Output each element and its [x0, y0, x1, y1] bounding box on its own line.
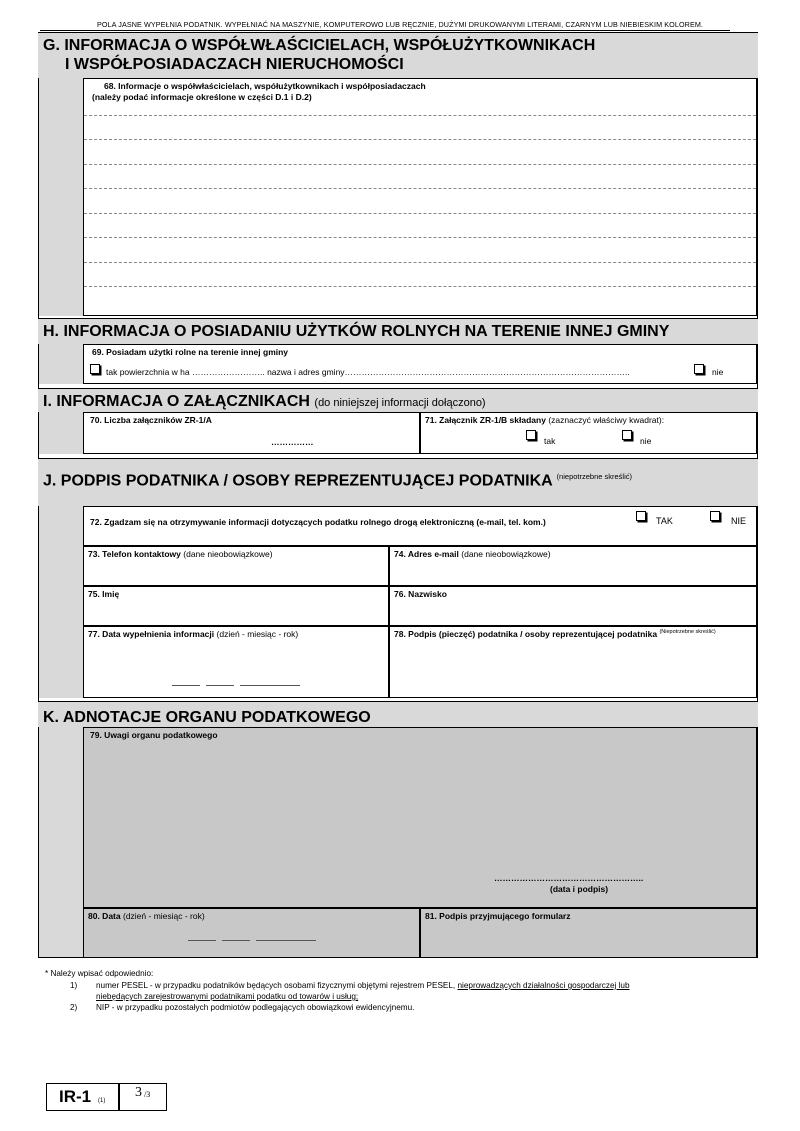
field-72-label: 72. Zgadzam się na otrzymywanie informacji dotyczących podatku rolnego drogą elektroniczną (e-mail, tel. kom.) [90, 517, 546, 527]
field-78-signature[interactable] [389, 626, 757, 698]
field-69-other-municipality [83, 344, 757, 384]
field-75-label: 75. Imię [88, 589, 120, 599]
field-81-label: 81. Podpis przyjmującego formularz [425, 911, 571, 921]
field-76-last-name[interactable] [389, 586, 757, 626]
input-line [84, 237, 756, 238]
field-79-sign-label: (data i podpis) [550, 884, 609, 894]
checkbox-72-nie[interactable] [710, 511, 720, 521]
section-i-title: I. INFORMACJA O ZAŁĄCZNIKACH [43, 393, 310, 410]
field-73-note: (dane nieobowiązkowe) [183, 549, 273, 559]
footnote-1-text: numer PESEL - w przypadku podatników będących osobami fizycznymi objętymi rejestrem PESEL, [96, 981, 456, 990]
form-id-version: (1) [98, 1098, 106, 1104]
footnote-1-underlined-a: nieprowadzących działalności gospodarczej lub [457, 981, 630, 990]
section-j-margin [39, 506, 83, 698]
field-74-label: 74. Adres e-mail [394, 549, 459, 559]
field-80-note: (dzień - miesiąc - rok) [122, 911, 205, 921]
form-id-box [46, 1083, 119, 1111]
section-k-margin [39, 727, 83, 958]
field-68-sublabel: (należy podać informacje określone w części D.1 i D.2) [92, 92, 312, 102]
section-i-margin [39, 412, 83, 454]
field-73-label: 73. Telefon kontaktowy [88, 549, 181, 559]
field-74-note: (dane nieobowiązkowe) [461, 549, 551, 559]
section-i-header [38, 388, 758, 412]
field-70-attachments-count[interactable] [83, 412, 420, 454]
date-boxes-80 [188, 935, 316, 943]
checkbox-71-nie[interactable] [622, 430, 632, 440]
field-71-tak-label: tak [544, 436, 556, 446]
field-72-tak-label: TAK [656, 516, 673, 526]
page-number-box [119, 1083, 167, 1111]
form-id-code: IR-1 [59, 1087, 92, 1106]
field-74-email[interactable] [389, 546, 757, 586]
section-g-title-line2: I WSPÓŁPOSIADACZACH NIERUCHOMOŚCI [65, 56, 404, 73]
section-g-margin [39, 78, 83, 316]
field-69-nie-label: nie [712, 367, 724, 377]
field-71-label: 71. Załącznik ZR-1/B składany [425, 415, 546, 425]
checkbox-72-tak[interactable] [636, 511, 646, 521]
field-81-receiver-signature [420, 908, 757, 958]
section-g-title-line1: G. INFORMACJA O WSPÓŁWŁAŚCICIELACH, WSPÓŁUŻYTKOWNIKACH [43, 37, 596, 54]
section-j-title-note: (niepotrzebne skreślić) [556, 472, 633, 481]
input-line [84, 164, 756, 165]
field-71-attachment-zr1b [420, 412, 757, 454]
input-line [84, 262, 756, 263]
field-68-coowners[interactable] [83, 78, 757, 316]
field-80-label: 80. Data [88, 911, 121, 921]
footnote-2-text: NIP - w przypadku pozostałych podmiotów podlegających obowiązkowi ewidencyjnemu. [96, 1003, 415, 1012]
page-total: /3 [144, 1090, 151, 1099]
date-boxes-77 [172, 680, 300, 688]
section-h-title: H. INFORMACJA O POSIADANIU UŻYTKÓW ROLNYCH NA TERENIE INNEJ GMINY [43, 323, 670, 340]
field-78-note: (Niepotrzebne skreślić) [659, 629, 716, 636]
field-79-authority-notes [83, 727, 757, 908]
frame-bottom-rule [38, 957, 758, 958]
checkbox-69-tak[interactable] [90, 364, 100, 374]
input-line [84, 139, 756, 140]
checkbox-71-tak[interactable] [526, 430, 536, 440]
field-75-first-name[interactable] [83, 586, 389, 626]
input-line [84, 188, 756, 189]
footnote-2-num: 2) [70, 1003, 78, 1012]
section-i-title-note: (do niniejszej informacji dołączono) [314, 397, 486, 409]
section-g-header [38, 32, 758, 78]
field-69-tak-label: tak powierzchnia w ha …………………….. nazwa i adres gminy……………………………………………………………………………………….. [106, 367, 630, 377]
section-h-margin [39, 344, 83, 384]
footnote-intro: * Należy wpisać odpowiednio: [45, 969, 154, 978]
field-70-label: 70. Liczba załączników ZR-1/A [90, 415, 212, 425]
field-79-sign-dots: …………………………………………….. [494, 873, 644, 883]
field-72-electronic-consent [83, 506, 757, 546]
input-line [84, 115, 756, 116]
field-73-phone[interactable] [83, 546, 389, 586]
field-68-label: 68. Informacje o współwłaścicielach, współużytkownikach i współposiadaczach [104, 81, 426, 91]
field-70-dots: …………… [271, 437, 314, 447]
field-71-nie-label: nie [640, 436, 652, 446]
header-instruction: POLA JASNE WYPEŁNIA PODATNIK. WYPEŁNIAĆ NA MASZYNIE, KOMPUTEROWO LUB RĘCZNIE, DUŻYMI DRUKOWANYMI LITERAMI, CZARNYM LUB NIEBIESKIM KOLOREM. [96, 20, 704, 29]
section-j-title: J. PODPIS PODATNIKA / OSOBY REPREZENTUJĄCEJ PODATNIKA [43, 472, 553, 490]
header-rule [40, 30, 730, 31]
footnote-1-num: 1) [70, 981, 78, 990]
field-77-note: (dzień - miesiąc - rok) [216, 629, 299, 639]
field-72-nie-label: NIE [731, 516, 747, 526]
field-76-label: 76. Nazwisko [394, 589, 447, 599]
section-h-header [38, 318, 758, 344]
footnote-1-underlined-b: niebędących zarejestrowanymi podatnikami podatku od towarów i usług; [96, 992, 359, 1001]
input-line [84, 286, 756, 287]
field-78-label: 78. Podpis (pieczęć) podatnika / osoby reprezentującej podatnika [394, 629, 658, 639]
field-71-note: (zaznaczyć właściwy kwadrat): [548, 415, 665, 425]
footnote-1 [96, 980, 736, 1002]
field-79-label: 79. Uwagi organu podatkowego [90, 730, 218, 740]
page-number: 3 [135, 1085, 142, 1100]
section-k-title: K. ADNOTACJE ORGANU PODATKOWEGO [43, 709, 371, 726]
field-69-label: 69. Posiadam użytki rolne na terenie innej gminy [92, 347, 289, 357]
section-k-header [38, 701, 758, 727]
field-80-date [83, 908, 420, 958]
section-j-header [38, 458, 758, 506]
checkbox-69-nie[interactable] [694, 364, 704, 374]
input-line [84, 213, 756, 214]
field-77-label: 77. Data wypełnienia informacji [88, 629, 215, 639]
